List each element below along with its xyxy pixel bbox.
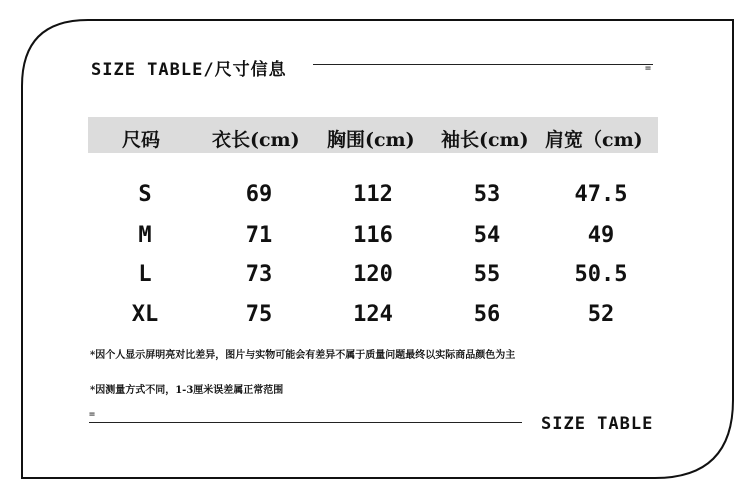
header-chest: 胸围(cm)	[327, 129, 415, 151]
table-cell-sleeve: 54	[473, 223, 501, 248]
table-cell-shoulder: 47.5	[574, 182, 628, 207]
header-size: 尺码	[122, 129, 161, 151]
table-cell-sleeve: 56	[473, 302, 501, 327]
header-length: 衣长(cm)	[212, 129, 300, 151]
table-cell-size: S	[138, 182, 152, 207]
table-cell-sleeve: 55	[473, 262, 501, 287]
table-cell-length: 71	[245, 223, 273, 248]
table-cell-chest: 116	[353, 223, 393, 248]
table-cell-sleeve: 53	[473, 182, 501, 207]
table-cell-shoulder: 49	[587, 223, 615, 248]
footer-rule	[89, 422, 522, 423]
table-cell-chest: 124	[353, 302, 393, 327]
table-cell-shoulder: 50.5	[574, 262, 628, 287]
header-shoulder: 肩宽（cm)	[545, 129, 643, 151]
footer-label: SIZE TABLE	[541, 414, 654, 434]
table-cell-length: 75	[245, 302, 273, 327]
note-measurement-error: *因测量方式不同，1-3厘米误差属正常范围	[90, 385, 284, 396]
table-cell-size: XL	[131, 302, 159, 327]
table-cell-length: 69	[245, 182, 273, 207]
note-color-difference: *因个人显示屏明亮对比差异，图片与实物可能会有差异不属于质量问题最终以实际商品颜色为主	[90, 350, 516, 361]
table-cell-shoulder: 52	[587, 302, 615, 327]
page-title: SIZE TABLE/尺寸信息	[91, 60, 287, 80]
top-deco-mark: =	[645, 63, 652, 74]
table-cell-size: L	[138, 262, 152, 287]
table-cell-length: 73	[245, 262, 273, 287]
table-cell-size: M	[138, 223, 152, 248]
title-rule	[313, 64, 653, 65]
header-sleeve: 袖长(cm)	[441, 129, 529, 151]
bottom-deco-mark: =	[89, 409, 96, 420]
table-cell-chest: 112	[353, 182, 393, 207]
table-cell-chest: 120	[353, 262, 393, 287]
